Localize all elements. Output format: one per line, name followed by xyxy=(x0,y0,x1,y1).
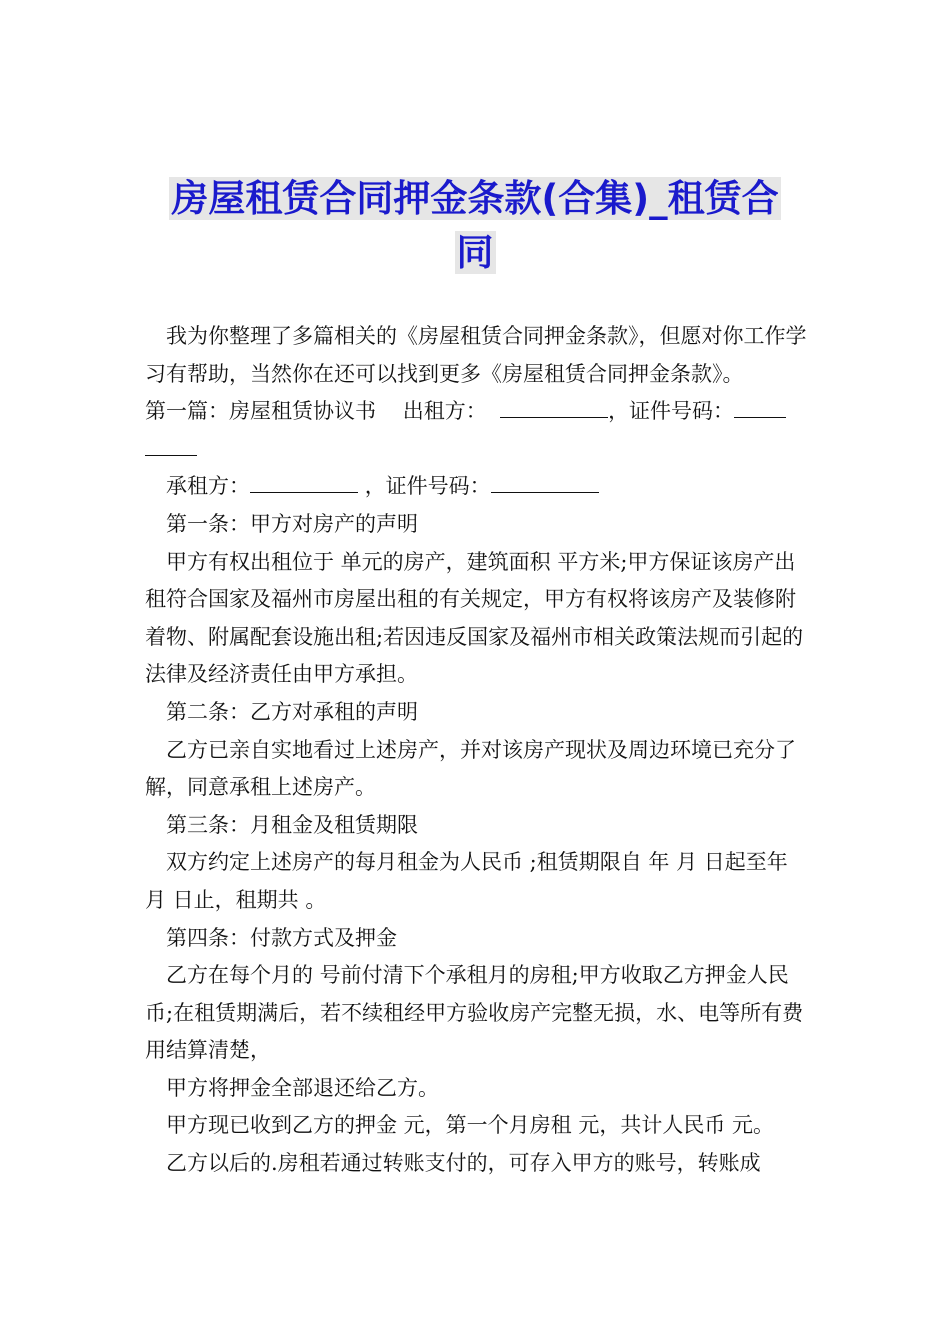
lessor-blank xyxy=(500,396,608,418)
clause4-heading: 第四条：付款方式及押金 xyxy=(166,925,397,950)
title-line-2: 同 xyxy=(456,231,494,274)
document-title xyxy=(140,172,810,280)
document-body xyxy=(145,318,810,1183)
lessee-blank xyxy=(250,471,358,493)
lessor-label: 出租方： xyxy=(402,399,487,424)
clause2-text: 乙方已亲自实地看过上述房产，并对该房产现状及周边环境已充分了解，同意承租上述房产。 xyxy=(145,737,796,800)
clause3-text: 双方约定上述房产的每月租金为人民币 ;租赁期限自 年 月 日起至年 月 日止，租期共 。 xyxy=(145,850,788,912)
part1-heading: 第一篇：房屋租赁协议书 xyxy=(145,399,376,424)
id-blank-2 xyxy=(491,471,599,493)
intro-paragraph: 我为你整理了多篇相关的《房屋租赁合同押金条款》，但愿对你工作学习有帮助，当然你在还可以找到更多《房屋租赁合同押金条款》。 xyxy=(145,324,807,386)
clause4-text-2: 甲方将押金全部退还给乙方。 xyxy=(166,1075,439,1100)
part1-line xyxy=(145,393,810,468)
clause1-heading: 第一条：甲方对房产的声明 xyxy=(166,511,418,536)
lessee-label: 承租方： xyxy=(166,474,250,499)
clause4-text: 乙方在每个月的 号前付清下个承租月的房租;甲方收取乙方押金人民币;在租赁期满后，若不续租经甲方验收房产完整无损，水、电等所有费用结算清楚， xyxy=(145,963,804,1063)
title-line-1: 房屋租赁合同押金条款(合集)_租赁合 xyxy=(171,177,779,220)
id-blank-1a xyxy=(734,396,786,418)
clause4-text-4: 乙方以后的.房租若通过转账支付的，可存入甲方的账号，转账成 xyxy=(166,1151,761,1176)
clause3-heading: 第三条：月租金及租赁期限 xyxy=(166,812,418,837)
clause4-text-3: 甲方现已收到乙方的押金 元，第一个月房租 元，共计人民币 元。 xyxy=(166,1113,775,1138)
id-label-2: ，证件号码： xyxy=(364,474,491,499)
clause1-text: 甲方有权出租位于 单元的房产，建筑面积 平方米;甲方保证该房产出租符合国家及福州市房屋出租的有关规定，甲方有权将该房产及装修附着物、附属配套设施出租;若因违反国家及福州市相关政策法规而引起的法律及经济责任由甲方承担。 xyxy=(145,549,804,687)
id-blank-1b xyxy=(145,434,197,456)
clause2-heading: 第二条：乙方对承租的声明 xyxy=(166,699,418,724)
id-label-1: ，证件号码： xyxy=(608,399,735,424)
lessee-line xyxy=(145,468,810,506)
